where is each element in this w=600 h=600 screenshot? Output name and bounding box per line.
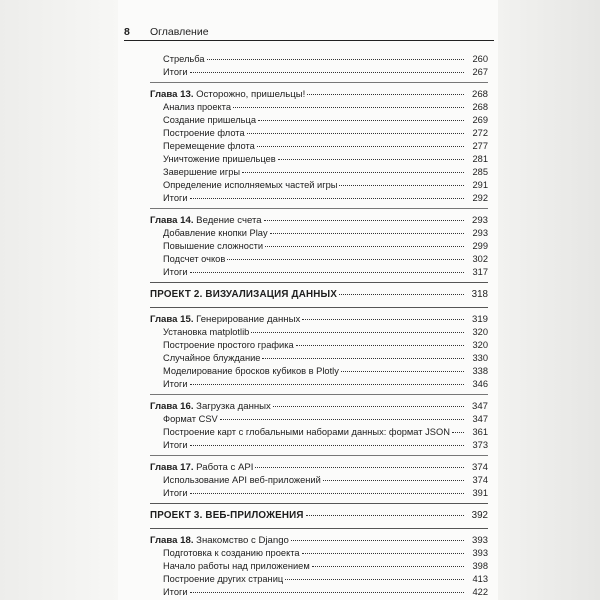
toc-entry-label: Определение исполняемых частей игры — [163, 180, 338, 190]
dot-leader — [262, 349, 464, 359]
dot-leader — [291, 531, 464, 541]
toc-entry-label: Построение флота — [163, 128, 245, 138]
toc-entry[interactable] — [150, 377, 488, 390]
toc-entry[interactable] — [150, 65, 488, 78]
dot-leader — [207, 50, 464, 60]
toc-page-number: 374 — [471, 462, 488, 473]
toc-separator — [150, 394, 488, 395]
chapter-number: Глава 14. — [150, 215, 194, 226]
toc-separator — [150, 208, 488, 209]
toc-entry-label — [150, 214, 262, 227]
toc-page-number: 330 — [472, 353, 488, 363]
toc-page-number: 292 — [472, 193, 488, 203]
toc-page-number: 320 — [472, 327, 488, 337]
dot-leader — [247, 124, 464, 134]
toc-page-number: 318 — [471, 289, 488, 300]
toc-entry-label — [150, 534, 289, 547]
toc-entry[interactable] — [150, 438, 488, 451]
toc-entry-label: Построение простого графика — [163, 340, 294, 350]
toc-project[interactable] — [150, 287, 488, 303]
dot-leader — [242, 163, 464, 173]
toc-page-number: 347 — [472, 414, 488, 424]
toc-page-number: 293 — [472, 228, 488, 238]
toc-entry-label: Построение карт с глобальными наборами данных: формат JSON — [163, 427, 450, 437]
toc-page-number: 320 — [472, 340, 488, 350]
toc-page-number: 374 — [472, 475, 488, 485]
toc-entry-label: Итоги — [163, 379, 188, 389]
toc-entry-label: Итоги — [163, 440, 188, 450]
toc-entry-label: Стрельба — [163, 54, 205, 64]
toc-entry-label: Перемещение флота — [163, 141, 255, 151]
toc-page-number: 422 — [472, 587, 488, 597]
toc-separator — [150, 528, 488, 529]
toc-entry-label: Подсчет очков — [163, 254, 226, 264]
chapter-title: Генерирование данных — [196, 314, 301, 325]
dot-leader — [339, 176, 464, 186]
toc-page-number: 267 — [472, 67, 488, 77]
toc-page-number: 285 — [472, 167, 488, 177]
toc-entry-label: Итоги — [163, 267, 188, 277]
dot-leader — [307, 85, 464, 95]
book-edge-right — [498, 0, 600, 600]
book-gutter-left — [0, 0, 118, 600]
dot-leader — [233, 98, 464, 108]
dot-leader — [278, 150, 464, 160]
toc-page-number: 347 — [471, 401, 488, 412]
dot-leader — [190, 263, 464, 273]
toc-entry-label: Подготовка к созданию проекта — [163, 548, 300, 558]
chapter-title: Загрузка данных — [196, 401, 271, 412]
toc-page-number: 299 — [472, 241, 488, 251]
dot-leader — [312, 557, 464, 567]
toc-page-number: 302 — [472, 254, 488, 264]
toc-project[interactable] — [150, 508, 488, 524]
toc-entry-label: Моделирование бросков кубиков в Plotly — [163, 366, 339, 376]
toc-page-number: 319 — [471, 314, 488, 325]
dot-leader — [190, 189, 464, 199]
toc-page-number: 268 — [472, 102, 488, 112]
toc-entry-label: Добавление кнопки Play — [163, 228, 268, 238]
running-header — [124, 24, 494, 40]
toc-entry-label: Начало работы над приложением — [163, 561, 310, 571]
dot-leader — [285, 570, 464, 580]
dot-leader — [306, 506, 464, 516]
chapter-number: Глава 18. — [150, 535, 194, 546]
toc-page-number: 361 — [472, 427, 488, 437]
chapter-title: Осторожно, пришельцы! — [196, 89, 306, 100]
dot-leader — [302, 544, 464, 554]
toc-page-number: 291 — [472, 180, 488, 190]
toc-page-number: 293 — [471, 215, 488, 226]
dot-leader — [190, 583, 464, 593]
toc-page-number: 338 — [472, 366, 488, 376]
toc-entry-label: Случайное блуждание — [163, 353, 261, 363]
toc-separator — [150, 503, 488, 504]
toc-entry-label: Анализ проекта — [163, 102, 232, 112]
dot-leader — [323, 471, 464, 481]
toc-page-number: 268 — [471, 89, 488, 100]
toc-separator — [150, 282, 488, 283]
table-of-contents — [150, 52, 488, 598]
toc-entry-label: ПРОЕКТ 3. ВЕБ-ПРИЛОЖЕНИЯ — [150, 510, 304, 521]
dot-leader — [220, 410, 464, 420]
toc-entry-label — [150, 461, 253, 474]
dot-leader — [190, 436, 464, 446]
dot-leader — [296, 336, 464, 346]
toc-page-number: 392 — [471, 510, 488, 521]
toc-page-number: 260 — [472, 54, 488, 64]
toc-entry[interactable] — [150, 191, 488, 204]
chapter-title: Ведение счета — [196, 215, 262, 226]
chapter-title: Знакомство с Django — [196, 535, 289, 546]
toc-page-number: 281 — [472, 154, 488, 164]
toc-entry-label: Итоги — [163, 193, 188, 203]
toc-entry-label: ПРОЕКТ 2. ВИЗУАЛИЗАЦИЯ ДАННЫХ — [150, 289, 338, 300]
toc-page-number: 398 — [472, 561, 488, 571]
toc-page-number: 373 — [472, 440, 488, 450]
toc-entry-label: Повышение сложности — [163, 241, 264, 251]
toc-page-number: 393 — [471, 535, 488, 546]
dot-leader — [251, 323, 464, 333]
toc-entry-label: Итоги — [163, 67, 188, 77]
toc-page-number: 317 — [472, 267, 488, 277]
toc-entry[interactable] — [150, 585, 488, 598]
toc-entry-label: Итоги — [163, 587, 188, 597]
dot-leader — [257, 137, 464, 147]
toc-page-number: 269 — [472, 115, 488, 125]
chapter-number: Глава 15. — [150, 314, 194, 325]
chapter-number: Глава 13. — [150, 89, 194, 100]
dot-leader — [341, 362, 464, 372]
header-rule — [124, 40, 494, 41]
page-number: 8 — [124, 26, 130, 38]
toc-entry-label: Использование API веб-приложений — [163, 475, 321, 485]
toc-entry-label: Установка matplotlib — [163, 327, 250, 337]
chapter-number: Глава 16. — [150, 401, 194, 412]
chapter-title: Работа с API — [196, 462, 254, 473]
toc-entry[interactable] — [150, 265, 488, 278]
dot-leader — [227, 250, 464, 260]
dot-leader — [258, 111, 464, 121]
toc-page-number: 391 — [472, 488, 488, 498]
dot-leader — [190, 63, 464, 73]
toc-entry-label: Итоги — [163, 488, 188, 498]
dot-leader — [452, 423, 464, 433]
toc-entry[interactable] — [150, 486, 488, 499]
toc-entry-label: Уничтожение пришельцев — [163, 154, 276, 164]
dot-leader — [273, 397, 464, 407]
toc-entry[interactable] — [150, 412, 488, 425]
dot-leader — [190, 484, 464, 494]
toc-separator — [150, 307, 488, 308]
toc-page-number: 413 — [472, 574, 488, 584]
dot-leader — [270, 224, 464, 234]
toc-separator — [150, 82, 488, 83]
toc-entry-label: Завершение игры — [163, 167, 241, 177]
toc-entry-label: Построение других страниц — [163, 574, 284, 584]
dot-leader — [255, 458, 464, 468]
toc-page-number: 277 — [472, 141, 488, 151]
dot-leader — [302, 310, 464, 320]
toc-entry-label: Создание пришельца — [163, 115, 256, 125]
toc-page-number: 346 — [472, 379, 488, 389]
dot-leader — [264, 211, 464, 221]
toc-entry-label: Формат CSV — [163, 414, 218, 424]
running-title: Оглавление — [150, 26, 209, 38]
toc-separator — [150, 455, 488, 456]
toc-page-number: 272 — [472, 128, 488, 138]
toc-page-number: 393 — [472, 548, 488, 558]
chapter-number: Глава 17. — [150, 462, 194, 473]
dot-leader — [265, 237, 464, 247]
dot-leader — [190, 375, 464, 385]
dot-leader — [339, 285, 464, 295]
